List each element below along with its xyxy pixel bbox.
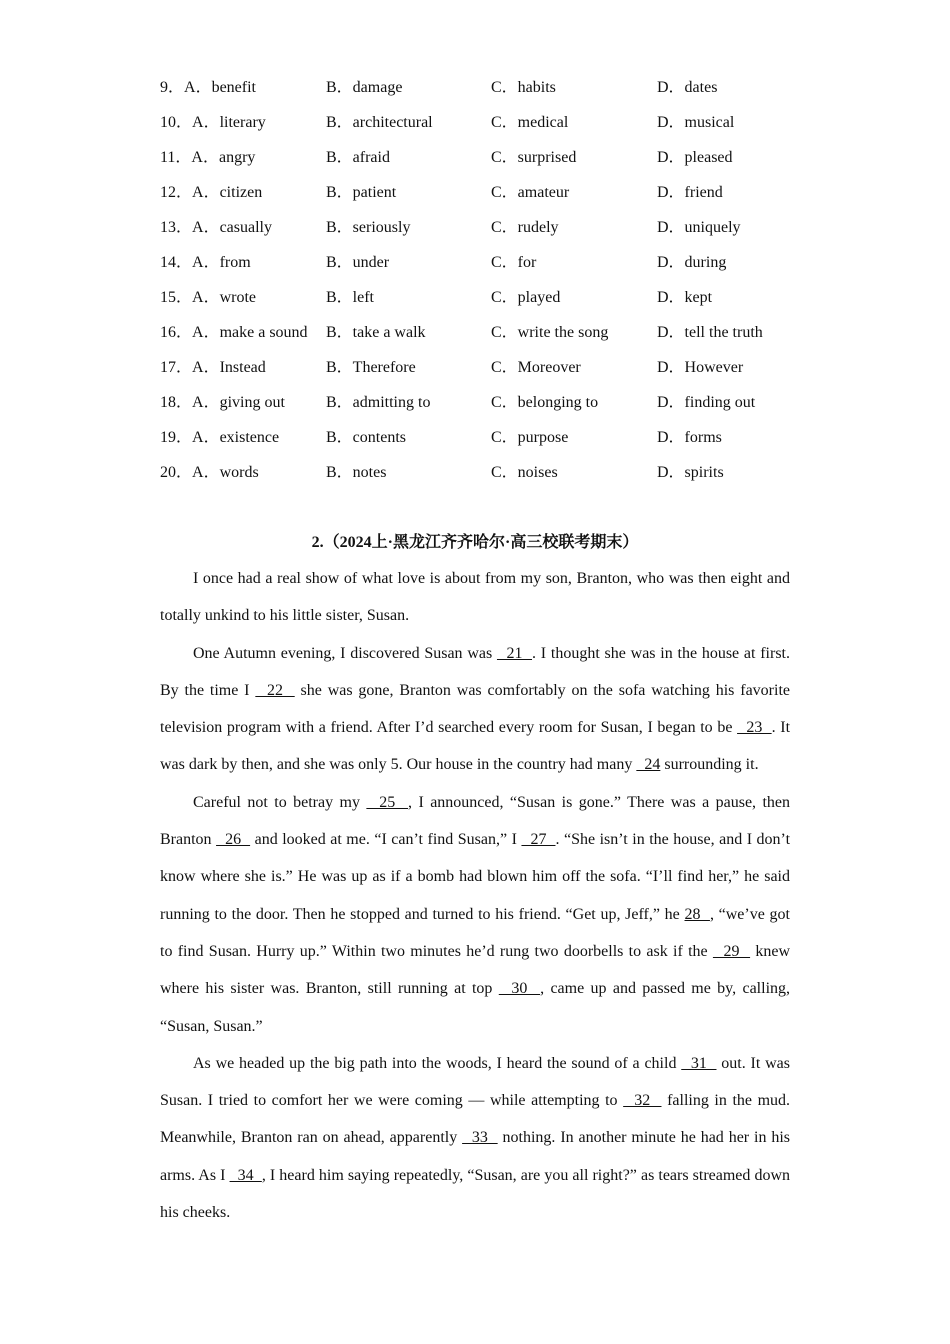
blank-30[interactable]: 30 — [498, 980, 541, 998]
blank-34[interactable]: 34 — [229, 1166, 262, 1184]
option-a-label: A．make a sound — [192, 324, 308, 341]
option-row — [160, 455, 800, 490]
option-row — [160, 315, 800, 350]
text: , I heard him saying repeatedly, “Susan, are you all right?” as tears streamed down his cheeks. — [160, 1166, 791, 1222]
option-b[interactable]: B．afraid — [326, 149, 390, 166]
option-row — [160, 420, 800, 455]
option-b[interactable]: B．patient — [326, 184, 397, 201]
option-d[interactable]: D．pleased — [657, 149, 733, 166]
blank-22[interactable]: 22 — [255, 681, 295, 699]
option-a[interactable] — [160, 245, 251, 280]
option-a[interactable] — [160, 280, 256, 315]
text: and looked at me. “I can’t find Susan,” I — [250, 831, 522, 849]
blank-28[interactable]: 28 — [684, 905, 710, 923]
text: , I announced, “Susan is gone.” There was a pause, then Branton — [160, 793, 791, 849]
option-a[interactable] — [160, 420, 279, 455]
blank-27[interactable]: 27 — [521, 831, 556, 849]
option-row — [160, 350, 800, 385]
paragraph-1: I once had a real show of what love is about from my son, Branton, who was then eight and totally unkind to his little sister, Susan. — [160, 570, 790, 625]
option-a[interactable] — [160, 350, 266, 385]
option-row — [160, 280, 800, 315]
option-a[interactable] — [160, 175, 262, 210]
option-d[interactable]: D．musical — [657, 114, 735, 131]
question-number: 12． — [160, 184, 193, 201]
option-b[interactable]: B．admitting to — [326, 394, 431, 411]
option-a-label: A．citizen — [192, 184, 263, 201]
text: out. It was Susan. I tried to comfort her we were coming — while attempting to — [160, 1054, 791, 1110]
question-heading: 2.（2024上·黑龙江齐齐哈尔·高三校联考期末） — [311, 534, 639, 551]
option-row — [160, 385, 800, 420]
option-d[interactable]: D．kept — [657, 289, 713, 306]
option-d[interactable]: D．forms — [657, 429, 722, 446]
text: One Autumn evening, I discovered Susan was — [193, 644, 497, 662]
option-c[interactable]: C．purpose — [491, 429, 569, 446]
option-a[interactable] — [160, 210, 272, 245]
text: As we headed up the big path into the woods, I heard the sound of a child — [193, 1054, 682, 1072]
question-number: 15． — [160, 289, 193, 306]
passage — [160, 560, 790, 1231]
option-a[interactable] — [160, 105, 266, 140]
blank-23[interactable]: 23 — [737, 719, 772, 737]
blank-21[interactable]: 21 — [496, 644, 533, 662]
question-number: 16． — [160, 324, 193, 341]
option-row — [160, 140, 800, 175]
option-c[interactable]: C．noises — [491, 464, 558, 481]
question-number: 17． — [160, 359, 193, 376]
option-d[interactable]: D．However — [657, 359, 744, 376]
text: knew where his sister was. Branton, still running at top — [160, 942, 791, 998]
text: Careful not to betray my — [193, 793, 367, 811]
text: falling in the mud. Meanwhile, Branton ran on ahead, apparently — [160, 1092, 791, 1147]
option-a-label: A．benefit — [184, 79, 256, 96]
option-d[interactable]: D．during — [657, 254, 727, 271]
option-c[interactable]: C．rudely — [491, 219, 559, 236]
option-row — [160, 70, 800, 105]
blank-32[interactable]: 32 — [623, 1092, 662, 1110]
option-b[interactable]: B．contents — [326, 429, 406, 446]
option-a[interactable] — [160, 385, 285, 420]
option-b[interactable]: B．damage — [326, 79, 403, 96]
option-b[interactable]: B．architectural — [326, 114, 433, 131]
option-row — [160, 210, 800, 245]
blank-31[interactable]: 31 — [681, 1054, 717, 1072]
option-b[interactable]: B．notes — [326, 464, 387, 481]
option-a-label: A．wrote — [192, 289, 257, 306]
blank-33[interactable]: 33 — [462, 1129, 498, 1147]
option-c[interactable]: C．belonging to — [491, 394, 599, 411]
option-d[interactable]: D．spirits — [657, 464, 724, 481]
option-a[interactable] — [160, 455, 259, 490]
option-d[interactable]: D．dates — [657, 79, 718, 96]
question-number: 9． — [160, 79, 185, 96]
options-table — [160, 70, 800, 490]
option-row — [160, 105, 800, 140]
blank-25[interactable]: 25 — [366, 793, 409, 811]
option-b[interactable]: B．left — [326, 289, 374, 306]
text: , came up and passed me by, calling, “Susan, Susan.” — [160, 980, 791, 1035]
option-row — [160, 245, 800, 280]
question-number: 18． — [160, 394, 193, 411]
blank-24[interactable]: 24 — [636, 756, 661, 774]
text: nothing. In another minute he had her in his arms. As I — [160, 1129, 791, 1184]
option-d[interactable]: D．uniquely — [657, 219, 741, 236]
text: surrounding it. — [660, 756, 759, 774]
option-b[interactable]: B．Therefore — [326, 359, 416, 376]
option-b[interactable]: B．under — [326, 254, 390, 271]
option-a-label: A．literary — [192, 114, 266, 131]
blank-29[interactable]: 29 — [712, 942, 751, 960]
option-row — [160, 175, 800, 210]
option-c[interactable]: C．medical — [491, 114, 569, 131]
question-number: 19． — [160, 429, 193, 446]
option-d[interactable]: D．finding out — [657, 394, 756, 411]
option-a-label: A．from — [192, 254, 251, 271]
text: , “we’ve got to find Susan. Hurry up.” Within two minutes he’d rung two doorbells to ask if the — [160, 905, 790, 960]
option-a-label: A．angry — [191, 149, 256, 166]
option-c[interactable]: C．write the song — [491, 324, 609, 341]
paragraph-3 — [160, 784, 790, 1045]
option-d[interactable]: D．friend — [657, 184, 723, 201]
question-number: 10． — [160, 114, 193, 131]
option-a[interactable] — [160, 315, 308, 350]
text: she was gone, Branton was comfortably on the sofa watching his favorite television program with a friend. After I’d searched every room for Susan, I began to be — [160, 681, 790, 737]
option-c[interactable]: C．Moreover — [491, 359, 581, 376]
text: . It was dark by then, and she was only 5. Our house in the country had many — [160, 719, 791, 774]
option-a-label: A．Instead — [192, 359, 266, 376]
option-a-label: A．existence — [192, 429, 280, 446]
option-b[interactable]: B．take a walk — [326, 324, 426, 341]
option-a-label: A．giving out — [192, 394, 285, 411]
option-d[interactable]: D．tell the truth — [657, 324, 763, 341]
option-c[interactable]: C．for — [491, 254, 537, 271]
option-a-label: A．casually — [192, 219, 272, 236]
option-c[interactable]: C．surprised — [491, 149, 577, 166]
paragraph-2 — [160, 635, 790, 784]
question-number: 11． — [160, 149, 192, 166]
text: . I thought she was in the house at first. By the time I — [160, 644, 790, 699]
option-a-label: A．words — [192, 464, 259, 481]
question-number: 20． — [160, 464, 193, 481]
text: . “She isn’t in the house, and I don’t know where she is.” He was up as if a bomb had blown him off the sofa. “I’ll find her,” he said running to the door. Then he stopped and turned to his friend. “Get up, Jeff,” he — [160, 831, 791, 923]
option-c[interactable]: C．habits — [491, 79, 556, 96]
option-a[interactable] — [160, 70, 256, 105]
option-c[interactable]: C．played — [491, 289, 561, 306]
blank-26[interactable]: 26 — [216, 831, 251, 849]
question-number: 14． — [160, 254, 193, 271]
option-b[interactable]: B．seriously — [326, 219, 411, 236]
question-number: 13． — [160, 219, 193, 236]
option-c[interactable]: C．amateur — [491, 184, 570, 201]
paragraph-4 — [160, 1045, 790, 1231]
option-a[interactable] — [160, 140, 255, 175]
